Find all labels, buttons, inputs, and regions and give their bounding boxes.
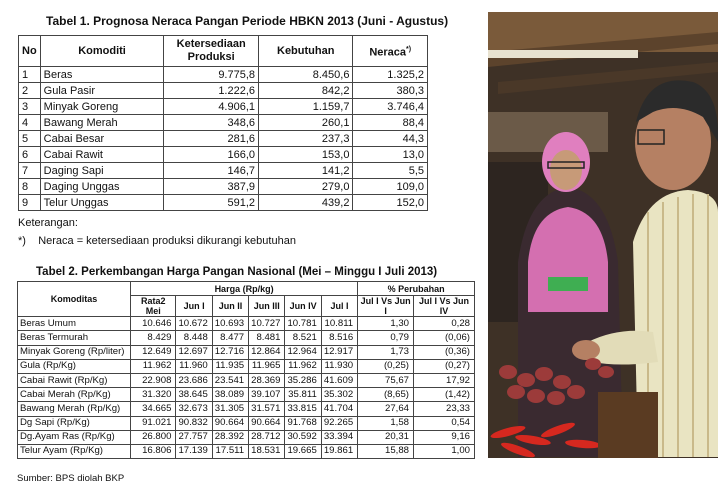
table1-cell-no: 3 xyxy=(19,99,41,115)
table1-cell-neraca: 44,3 xyxy=(353,131,428,147)
table2-cell-value: 19.861 xyxy=(321,444,357,458)
table1-row xyxy=(19,83,428,99)
table2-cell-value: 10.693 xyxy=(212,317,248,331)
table2-cell-value: 28.392 xyxy=(212,430,248,444)
table2-cell-value: 11.962 xyxy=(131,359,176,373)
table2-cell-value: 28.369 xyxy=(249,373,285,387)
table2-cell-value: 8.516 xyxy=(321,331,357,345)
table1-header-kebutuhan: Kebutuhan xyxy=(259,36,353,67)
table2-row xyxy=(18,345,475,359)
table2-cell-value: 1,00 xyxy=(414,444,475,458)
table1-header-neraca-sup: *) xyxy=(406,45,412,53)
table1-cell-komoditi: Beras xyxy=(40,67,164,83)
table2-cell-value: 41.704 xyxy=(321,402,357,416)
table2-cell-value: 33.815 xyxy=(285,402,321,416)
table1-cell-komoditi: Telur Unggas xyxy=(40,195,164,211)
table2-cell-value: 15,88 xyxy=(358,444,414,458)
table2-cell-value: 41.609 xyxy=(321,373,357,387)
table2-cell-value: 31.571 xyxy=(249,402,285,416)
table2-row xyxy=(18,416,475,430)
table1-cell-neraca: 88,4 xyxy=(353,115,428,131)
table2-cell-komoditas: Gula (Rp/Kg) xyxy=(18,359,131,373)
table2-cell-value: 26.800 xyxy=(131,430,176,444)
table2-cell-value: 90.832 xyxy=(176,416,212,430)
table1-cell-ketersediaan: 9.775,8 xyxy=(164,67,259,83)
table2-cell-value: 31.320 xyxy=(131,388,176,402)
table2-cell-value: 10.727 xyxy=(249,317,285,331)
table2-cell-value: 0,79 xyxy=(358,331,414,345)
table1-header-komoditi: Komoditi xyxy=(40,36,164,67)
table2-cell-value: 22.908 xyxy=(131,373,176,387)
table2-cell-value: 10.811 xyxy=(321,317,357,331)
table2-cell-value: 1,73 xyxy=(358,345,414,359)
table2-cell-komoditas: Telur Ayam (Rp/Kg) xyxy=(18,444,131,458)
table1-cell-kebutuhan: 8.450,6 xyxy=(259,67,353,83)
table2-subheader: Jun II xyxy=(212,296,248,317)
table2-header-row-1 xyxy=(18,282,475,296)
table1-cell-ketersediaan: 1.222,6 xyxy=(164,83,259,99)
table1-cell-neraca: 109,0 xyxy=(353,179,428,195)
table1-cell-ketersediaan: 166,0 xyxy=(164,147,259,163)
table2-cell-value: 11.935 xyxy=(212,359,248,373)
table2-cell-komoditas: Cabai Rawit (Rp/Kg) xyxy=(18,373,131,387)
table2-cell-value: 35.811 xyxy=(285,388,321,402)
table2-header-perubahan: % Perubahan xyxy=(358,282,475,296)
keterangan-label: Keterangan: xyxy=(18,217,78,229)
table1-cell-neraca: 3.746,4 xyxy=(353,99,428,115)
market-photo xyxy=(488,12,718,458)
table1-cell-kebutuhan: 1.159,7 xyxy=(259,99,353,115)
table2-cell-value: 35.302 xyxy=(321,388,357,402)
table2-subheader: Jul I Vs Jun I xyxy=(358,296,414,317)
table2-subheader: Jun I xyxy=(176,296,212,317)
table2-cell-value: (8,65) xyxy=(358,388,414,402)
table2-cell-komoditas: Dg Sapi (Rp/Kg) xyxy=(18,416,131,430)
table2-cell-value: 30.592 xyxy=(285,430,321,444)
table2-row xyxy=(18,331,475,345)
table1-cell-ketersediaan: 348,6 xyxy=(164,115,259,131)
table2-subheader: Jun IV xyxy=(285,296,321,317)
table2-cell-komoditas: Cabai Merah (Rp/Kg) xyxy=(18,388,131,402)
table1-header-row xyxy=(19,36,428,67)
table2-cell-value: 20,31 xyxy=(358,430,414,444)
table2-subheader: Rata2 Mei xyxy=(131,296,176,317)
table1-cell-no: 2 xyxy=(19,83,41,99)
table2-row xyxy=(18,317,475,331)
table1-row xyxy=(19,179,428,195)
table2-cell-value: 33.394 xyxy=(321,430,357,444)
table1-cell-komoditi: Bawang Merah xyxy=(40,115,164,131)
table2-cell-value: 17.139 xyxy=(176,444,212,458)
table2-cell-value: 31.305 xyxy=(212,402,248,416)
table2-row xyxy=(18,359,475,373)
table2-cell-value: 12.649 xyxy=(131,345,176,359)
table1-cell-no: 6 xyxy=(19,147,41,163)
table1-row xyxy=(19,115,428,131)
table2-cell-value: 10.646 xyxy=(131,317,176,331)
table1-cell-komoditi: Daging Unggas xyxy=(40,179,164,195)
table2-cell-value: 38.089 xyxy=(212,388,248,402)
table2-row xyxy=(18,373,475,387)
table2-cell-value: 9,16 xyxy=(414,430,475,444)
table2-cell-value: 75,67 xyxy=(358,373,414,387)
table1-row xyxy=(19,163,428,179)
table2-cell-value: 11.930 xyxy=(321,359,357,373)
table2-cell-value: 12.964 xyxy=(285,345,321,359)
keterangan-note xyxy=(18,235,296,247)
table2-cell-value: 8.481 xyxy=(249,331,285,345)
table2-row xyxy=(18,388,475,402)
table2-cell-value: 28.712 xyxy=(249,430,285,444)
table2-cell-komoditas: Bawang Merah (Rp/Kg) xyxy=(18,402,131,416)
table2-cell-value: (0,27) xyxy=(414,359,475,373)
table2-subheader: Jul I Vs Jun IV xyxy=(414,296,475,317)
table2-header-komoditas: Komoditas xyxy=(18,282,131,317)
table2-subheader: Jun III xyxy=(249,296,285,317)
table2-cell-komoditas: Beras Termurah xyxy=(18,331,131,345)
table2-cell-value: 16.806 xyxy=(131,444,176,458)
table2-title: Tabel 2. Perkembangan Harga Pangan Nasional (Mei – Minggu I Juli 2013) xyxy=(36,266,438,278)
table2-cell-value: 11.965 xyxy=(249,359,285,373)
table1-cell-no: 4 xyxy=(19,115,41,131)
table2-cell-value: (1,42) xyxy=(414,388,475,402)
table2-cell-value: 38.645 xyxy=(176,388,212,402)
table2-row xyxy=(18,402,475,416)
table2-cell-value: 91.768 xyxy=(285,416,321,430)
table1-title: Tabel 1. Prognosa Neraca Pangan Periode HBKN 2013 (Juni - Agustus) xyxy=(46,14,449,28)
table2-cell-komoditas: Beras Umum xyxy=(18,317,131,331)
table2-cell-value: 19.665 xyxy=(285,444,321,458)
table2-cell-value: 1,58 xyxy=(358,416,414,430)
table1-cell-kebutuhan: 153,0 xyxy=(259,147,353,163)
table1-cell-no: 9 xyxy=(19,195,41,211)
table2 xyxy=(17,281,475,459)
table1-cell-komoditi: Minyak Goreng xyxy=(40,99,164,115)
table2-cell-value: 92.265 xyxy=(321,416,357,430)
table1-cell-no: 7 xyxy=(19,163,41,179)
table2-row xyxy=(18,430,475,444)
table2-cell-value: 12.697 xyxy=(176,345,212,359)
table1-cell-no: 1 xyxy=(19,67,41,83)
table1-cell-kebutuhan: 260,1 xyxy=(259,115,353,131)
table1-cell-ketersediaan: 146,7 xyxy=(164,163,259,179)
table2-cell-value: 8.429 xyxy=(131,331,176,345)
table1-cell-ketersediaan: 4.906,1 xyxy=(164,99,259,115)
table2-cell-value: 27.757 xyxy=(176,430,212,444)
table2-cell-value: 17,92 xyxy=(414,373,475,387)
table1-row xyxy=(19,67,428,83)
table2-cell-value: 10.781 xyxy=(285,317,321,331)
table2-cell-value: 12.864 xyxy=(249,345,285,359)
table1-cell-ketersediaan: 387,9 xyxy=(164,179,259,195)
table1-cell-neraca: 152,0 xyxy=(353,195,428,211)
table1-cell-no: 5 xyxy=(19,131,41,147)
table2-cell-value: 23,33 xyxy=(414,402,475,416)
table2-cell-value: 18.531 xyxy=(249,444,285,458)
table2-header-harga: Harga (Rp/kg) xyxy=(131,282,358,296)
table2-cell-value: 11.960 xyxy=(176,359,212,373)
table2-cell-value: 39.107 xyxy=(249,388,285,402)
table1-cell-kebutuhan: 439,2 xyxy=(259,195,353,211)
table1-header-neraca xyxy=(353,36,428,67)
table2-cell-value: 35.286 xyxy=(285,373,321,387)
table2-cell-value: 32.673 xyxy=(176,402,212,416)
table1-cell-kebutuhan: 842,2 xyxy=(259,83,353,99)
market-photo-illustration xyxy=(488,12,718,458)
table2-cell-value: 0,28 xyxy=(414,317,475,331)
table2-cell-value: 1,30 xyxy=(358,317,414,331)
table1-cell-komoditi: Cabai Besar xyxy=(40,131,164,147)
table2-cell-value: 10.672 xyxy=(176,317,212,331)
table1-cell-komoditi: Gula Pasir xyxy=(40,83,164,99)
source-note: Sumber: BPS diolah BKP xyxy=(17,473,125,484)
table1-cell-ketersediaan: 281,6 xyxy=(164,131,259,147)
table1-cell-ketersediaan: 591,2 xyxy=(164,195,259,211)
table2-cell-value: 8.477 xyxy=(212,331,248,345)
keterangan-note-mark: *) xyxy=(18,235,26,247)
table2-cell-value: 27,64 xyxy=(358,402,414,416)
table2-cell-komoditas: Minyak Goreng (Rp/liter) xyxy=(18,345,131,359)
table2-cell-value: 17.511 xyxy=(212,444,248,458)
table2-cell-value: (0,06) xyxy=(414,331,475,345)
table2-cell-value: (0,25) xyxy=(358,359,414,373)
table2-cell-value: 11.962 xyxy=(285,359,321,373)
table2-cell-value: 90.664 xyxy=(249,416,285,430)
table2-cell-komoditas: Dg.Ayam Ras (Rp/Kg) xyxy=(18,430,131,444)
table2-subheader: Jul I xyxy=(321,296,357,317)
table1-cell-neraca: 1.325,2 xyxy=(353,67,428,83)
table1-cell-no: 8 xyxy=(19,179,41,195)
table2-cell-value: 0,54 xyxy=(414,416,475,430)
table1-header-no: No xyxy=(19,36,41,67)
table2-cell-value: 91.021 xyxy=(131,416,176,430)
table1-cell-neraca: 380,3 xyxy=(353,83,428,99)
table1-cell-komoditi: Cabai Rawit xyxy=(40,147,164,163)
table2-cell-value: 90.664 xyxy=(212,416,248,430)
table1-cell-kebutuhan: 279,0 xyxy=(259,179,353,195)
table2-cell-value: 34.665 xyxy=(131,402,176,416)
table2-cell-value: 23.541 xyxy=(212,373,248,387)
table1-cell-neraca: 13,0 xyxy=(353,147,428,163)
table1-row xyxy=(19,99,428,115)
table1-header-ketersediaan: Ketersediaan Produksi xyxy=(164,36,259,67)
table1-cell-kebutuhan: 237,3 xyxy=(259,131,353,147)
table1-cell-kebutuhan: 141,2 xyxy=(259,163,353,179)
table1 xyxy=(18,35,428,211)
table2-cell-value: 12.917 xyxy=(321,345,357,359)
table2-cell-value: 12.716 xyxy=(212,345,248,359)
keterangan-note-text: Neraca = ketersediaan produksi dikurangi kebutuhan xyxy=(38,235,296,247)
table2-cell-value: 8.448 xyxy=(176,331,212,345)
table2-cell-value: 8.521 xyxy=(285,331,321,345)
table1-cell-komoditi: Daging Sapi xyxy=(40,163,164,179)
table2-cell-value: 23.686 xyxy=(176,373,212,387)
table1-cell-neraca: 5,5 xyxy=(353,163,428,179)
table2-cell-value: (0,36) xyxy=(414,345,475,359)
table2-row xyxy=(18,444,475,458)
table1-row xyxy=(19,195,428,211)
table1-row xyxy=(19,131,428,147)
table1-row xyxy=(19,147,428,163)
table1-header-neraca-label: Neraca xyxy=(369,46,407,59)
